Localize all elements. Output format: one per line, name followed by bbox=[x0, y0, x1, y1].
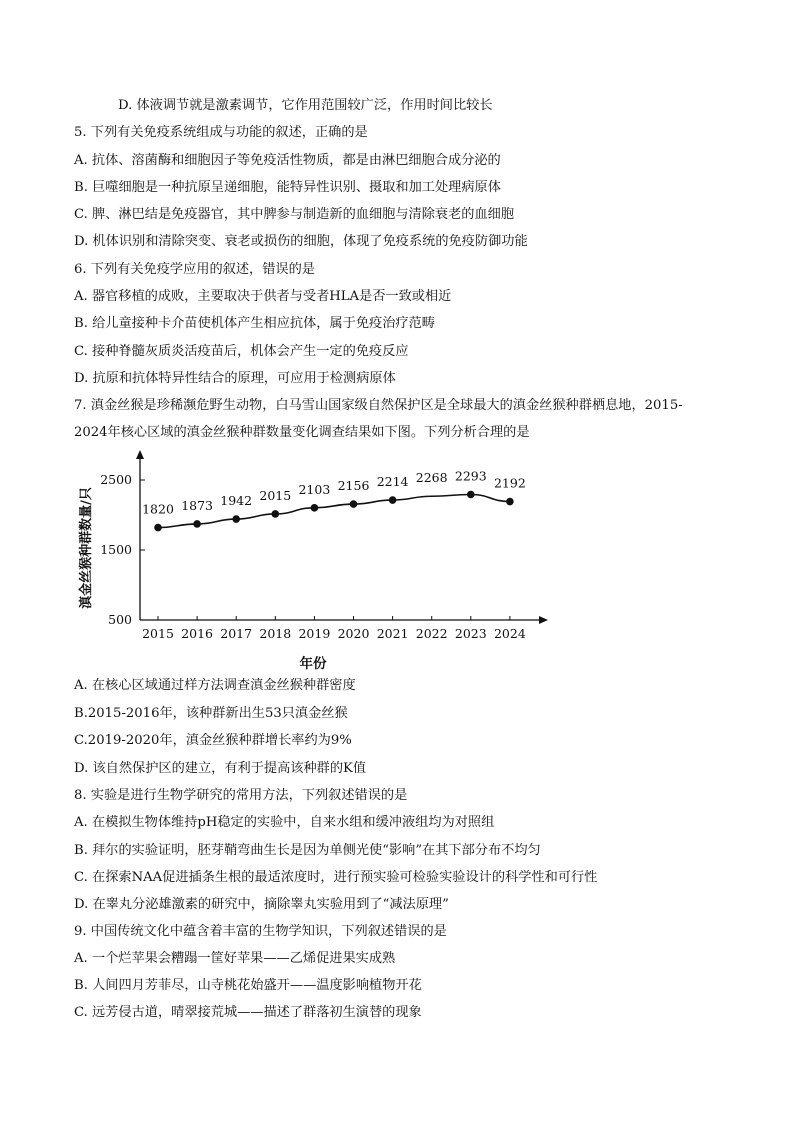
text-line: D. 机体识别和清除突变、衰老或损伤的细胞，体现了免疫系统的免疫防御功能 bbox=[74, 234, 528, 249]
text-line: B. 拜尔的实验证明，胚芽鞘弯曲生长是因为单侧光使“影响”在其下部分布不均匀 bbox=[74, 843, 541, 858]
text-line: B.2015-2016年，该种群新出生53只滇金丝猴 bbox=[74, 706, 348, 721]
x-tick-label: 2016 bbox=[181, 626, 214, 641]
data-label: 1873 bbox=[181, 497, 214, 513]
text-line: 9. 中国传统文化中蕴含着丰富的生物学知识，下列叙述错误的是 bbox=[74, 924, 447, 939]
data-label: 2214 bbox=[376, 474, 409, 490]
data-label: 2015 bbox=[259, 487, 292, 503]
text-line: D. 抗原和抗体特异性结合的原理，可应用于检测病原体 bbox=[74, 371, 396, 386]
x-tick-label: 2015 bbox=[142, 626, 174, 641]
text-line: 2024年核心区域的滇金丝猴种群数量变化调查结果如下图。下列分析合理的是 bbox=[74, 425, 530, 440]
text-line: A. 在模拟生物体维持pH稳定的实验中，自来水组和缓冲液组均为对照组 bbox=[74, 815, 495, 830]
x-tick-label: 2018 bbox=[259, 626, 292, 641]
data-point bbox=[467, 491, 475, 499]
text-line: C. 在探索NAA促进插条生根的最适浓度时，进行预实验可检验实验设计的科学性和可行性 bbox=[74, 870, 598, 885]
x-tick-label: 2021 bbox=[376, 626, 409, 641]
x-tick-label: 2019 bbox=[298, 626, 331, 641]
y-tick-label: 1500 bbox=[100, 542, 132, 557]
x-tick-label: 2024 bbox=[493, 626, 526, 641]
text-line: 8. 实验是进行生物学研究的常用方法，下列叙述错误的是 bbox=[74, 788, 408, 803]
text-line: B. 人间四月芳菲尽，山寺桃花始盛开——温度影响植物开花 bbox=[74, 978, 422, 993]
text-line: A. 抗体、溶菌酶和细胞因子等免疫活性物质，都是由淋巴细胞合成分泌的 bbox=[74, 153, 501, 168]
y-tick-label: 2500 bbox=[100, 472, 132, 487]
data-point bbox=[232, 515, 240, 523]
text-line: D. 体液调节就是激素调节，它作用范围较广泛，作用时间比较长 bbox=[118, 98, 493, 113]
data-point bbox=[154, 524, 162, 532]
y-axis-arrow-icon bbox=[136, 450, 144, 459]
y-tick-label: 500 bbox=[108, 612, 132, 627]
text-line: C. 脾、淋巴结是免疫器官，其中脾参与制造新的血细胞与清除衰老的血细胞 bbox=[74, 207, 515, 222]
data-point bbox=[506, 498, 514, 506]
data-label: 2268 bbox=[415, 470, 448, 486]
population-line-chart bbox=[70, 446, 560, 676]
y-axis-label: 滇金丝猴种群数量/只 bbox=[79, 487, 94, 609]
x-tick-label: 2022 bbox=[415, 626, 448, 641]
text-line: C. 接种脊髓灰质炎活疫苗后，机体会产生一定的免疫反应 bbox=[74, 344, 409, 359]
text-line: D. 该自然保护区的建立，有利于提高该种群的K值 bbox=[74, 761, 367, 776]
text-line: 5. 下列有关免疫系统组成与功能的叙述，正确的是 bbox=[74, 125, 368, 140]
x-tick-label: 2017 bbox=[220, 626, 253, 641]
data-point bbox=[311, 504, 319, 512]
data-label: 2103 bbox=[298, 481, 331, 497]
text-line: B. 巨噬细胞是一种抗原呈递细胞，能特异性识别、摄取和加工处理病原体 bbox=[74, 180, 501, 195]
data-label: 1820 bbox=[142, 501, 174, 517]
x-tick-label: 2020 bbox=[337, 626, 370, 641]
data-label: 2192 bbox=[493, 475, 526, 491]
data-point bbox=[350, 500, 358, 508]
data-label: 2156 bbox=[337, 478, 370, 494]
x-axis-arrow-icon bbox=[539, 616, 548, 624]
data-label: 2293 bbox=[454, 468, 487, 484]
data-point bbox=[272, 510, 280, 518]
text-line: 6. 下列有关免疫学应用的叙述，错误的是 bbox=[74, 262, 315, 277]
text-line: C.2019-2020年，滇金丝猴种群增长率约为9% bbox=[74, 733, 352, 748]
text-line: C. 远芳侵古道，晴翠接荒城——描述了群落初生演替的现象 bbox=[74, 1005, 422, 1020]
data-label: 1942 bbox=[220, 493, 253, 509]
data-point bbox=[193, 520, 201, 528]
text-line: A. 器官移植的成败，主要取决于供者与受者HLA是否一致或相近 bbox=[74, 289, 452, 304]
text-line: D. 在睾丸分泌雄激素的研究中，摘除睾丸实验用到了“减法原理” bbox=[74, 897, 449, 912]
text-line: A. 一个烂苹果会糟蹋一筐好苹果——乙烯促进果实成熟 bbox=[74, 951, 396, 966]
x-tick-label: 2023 bbox=[454, 626, 487, 641]
text-line: 7. 滇金丝猴是珍稀濒危野生动物，白马雪山国家级自然保护区是全球最大的滇金丝猴种群栖息地，2015- bbox=[74, 398, 683, 413]
data-point bbox=[389, 496, 397, 504]
x-axis-label: 年份 bbox=[299, 656, 327, 672]
text-line: B. 给儿童接种卡介苗使机体产生相应抗体，属于免疫治疗范畴 bbox=[74, 316, 435, 331]
text-line: A. 在核心区域通过样方法调查滇金丝猴种群密度 bbox=[74, 678, 356, 693]
